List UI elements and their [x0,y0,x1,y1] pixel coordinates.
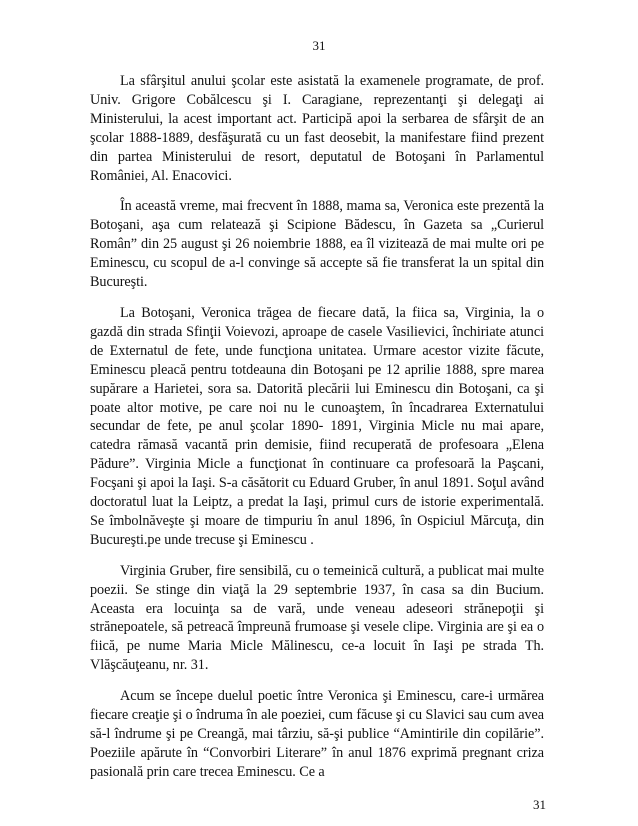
paragraph-3: La Botoşani, Veronica trăgea de fiecare dată, la fiica sa, Virginia, la o gazdă din strada Sfinţii Voievozi, aproape de casele Vasilievici, închiriate atunci de Externatul de fete, unde funcţiona unitatea. Urmare acestor vizite făcute, Eminescu pleacă pentru totdeauna din Botoşani pe 12 aprilie 1888, spre marea supărare a Harietei, sora sa. Datorită plecării lui Eminescu din Botoşani, ca şi poate altor motive, pe care noi nu le cunoaştem, în încadrarea Externatului secundar de fete, pe anul şcolar 1890- 1891, Virginia Micle nu mai apare, catedra rămasă vacantă prin demisie, fiind recuperată de profesoara „Elena Pădure”. Virginia Micle a funcţionat în continuare ca profesoară la Paşcani, Focşani şi apoi la Iaşi. S-a căsătorit cu Eduard Gruber, în anul 1891. Soţul având doctoratul luat la Leiptz, a predat la Iaşi, primul curs de istorie experimentală. Se îmbolnăveşte şi moare de timpuriu în anul 1896, în Ospiciul Mărcuţa, din Bucureşti.pe unde trecuse şi Eminescu . [90,304,544,548]
page-number-bottom: 31 [533,797,546,812]
page-number-top: 31 [312,38,326,53]
document-body [90,72,544,794]
paragraph-1: La sfârşitul anului şcolar este asistată la examenele programate, de prof. Univ. Grigore Cobălcescu şi I. Caragiane, reprezentanţi şi delegaţi ai Ministerului, la acest important act. Participă apoi la serbarea de sfârşit de an şcolar 1888-1889, desfăşurată cu un fast deosebit, la manifestare fiind prezent din partea Ministerului de resort, deputatul de Botoşani în Parlamentul României, Al. Enacovici. [90,73,544,184]
paragraph-2: În această vreme, mai frecvent în 1888, mama sa, Veronica este prezentă la Botoşani, aşa cum relatează şi Scipione Bădescu, în Gazeta sa „Curierul Român” din 25 august şi 26 noiembrie 1888, ea îl vizitează de mai multe ori pe Eminescu, cu scopul de a-l convinge să accepte să fie transferat la un spital din Bucureşti. [90,198,544,291]
paragraph-4: Virginia Gruber, fire sensibilă, cu o temeinică cultură, a publicat mai multe poezii. Se stinge din viaţă la 29 septembrie 1937, în casa sa din Bucium. Aceasta era locuinţa sa de vară, unde veneau adeseori strănepoţii şi strănepoatele, să petreacă împreună frumoase şi vesele clipe. Virginia are şi ea o fiică, pe nume Maria Micle Mălinescu, ce-a locuit în Iaşi pe strada Th. Vlăşcăuţeanu, nr. 31. [90,562,544,674]
paragraph-5: Acum se începe duelul poetic între Veronica şi Eminescu, care-i urmărea fiecare creaţie şi o îndruma în ale poeziei, cum făcuse şi cu Slavici sau cum avea să-l îndrume şi pe Creangă, mai târziu, să-şi publice “Amintirile din copilărie”. Poeziile apărute în “Convorbiri Literare” în anul 1876 exprimă pregnant criza pasională prin care trecea Eminescu. Ce a [90,688,544,780]
